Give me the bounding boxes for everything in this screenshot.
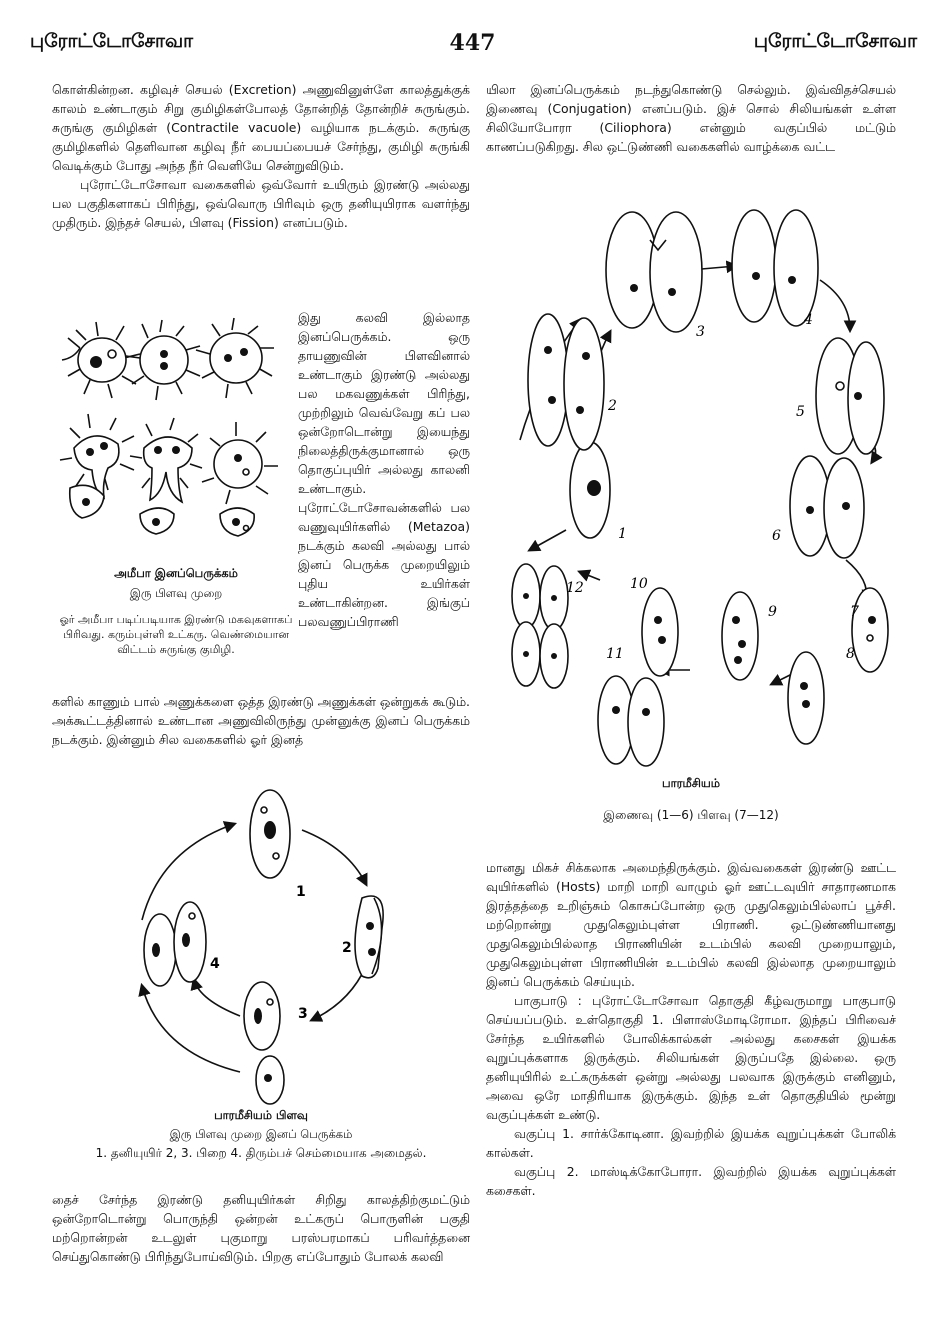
figure-label: 3	[696, 324, 705, 340]
figure-title: அமீபா இனப்பெருக்கம்	[114, 566, 238, 580]
paragraph: மானது மிகச் சிக்கலாக அமைந்திருக்கும். இவ்வகைகள் இரண்டு ஊட்ட வுயிர்களில் (Hosts) மாறி மாறி வாழும் ஓர் ஊட்டவுயிர் சாதாரணமாக இரத்தத்தை உறிஞ்சும் கொசுப்போன்ற ஒரு முதுகெலும்பில்லாப் பூச்சி. மற்றொன்று முதுகெலும்புள்ள பிராணி. ஒட்டுண்ணியானது முதுகெலும்பில்லாத பிராணியின் உடம்பில் கலவி முறையாலும், முதுகெலும்புள்ள பிராணியின் உடம்பில் கலவி இல்லாத முறையாலும் இனப் பெருக்கம் செய்யும்.	[486, 860, 896, 989]
paramecium-fission-caption	[52, 1108, 470, 1161]
amoeba-stage-2	[126, 320, 200, 400]
amoeba-stage-6	[202, 422, 278, 536]
cycle-stage-4	[732, 210, 818, 328]
paragraph: வகுப்பு 1. சார்க்கோடினா. இவற்றில் இயக்க வுறுப்புக்கள் போலிக் கால்கள்.	[486, 1126, 896, 1160]
left-column-bottom	[52, 1190, 470, 1266]
figure-label: 11	[606, 646, 624, 662]
figure-subtitle: இரு பிளவு முறை	[129, 586, 223, 600]
cycle-stage-10	[630, 576, 678, 676]
figure-label: 1	[618, 526, 627, 542]
figure-label: 2	[608, 398, 617, 414]
cycle-stage-9	[722, 592, 777, 680]
figure-title: பாரமீசியம்	[662, 776, 720, 790]
figure-label: 8	[846, 646, 855, 662]
figure-label: 4	[210, 956, 220, 972]
right-column-top	[486, 80, 896, 156]
paragraph: தைச் சேர்ந்த இரண்டு தனியுயிர்கள் சிறிது காலத்திற்குமட்டும் ஒன்றோடொன்று பொருந்தி ஒன்றன் உட்கருப் பொருளின் பகுதி மற்றொன்றன் உடலுள் புகுமாறு பரஸ்பரமாகப் பரிவர்த்தனை செய்துகொண்டு பிரிந்துபோய்விடும். பிறகு எப்போதும் போலக் கலவி	[52, 1192, 470, 1264]
cycle-stage-2	[528, 314, 617, 450]
cycle-stage-8	[788, 646, 855, 744]
paragraph: யிலா இனப்பெருக்கம் நடந்துகொண்டு செல்லும். இவ்விதச்செயல் இணைவு (Conjugation) எனப்படும். இச் சொல் சிலியங்கள் உள்ள சிலியோபோரா (Ciliophora) என்னும் வகுப்பில் மட்டும் காணப்படுகிறது. சில ஒட்டுண்ணி வகைகளில் வாழ்க்கை வட்ட	[486, 82, 896, 154]
paramecium-cycle-illustration	[500, 200, 900, 770]
cycle-stage-7	[850, 588, 888, 672]
cycle-stage-5	[796, 338, 884, 454]
figure-label: 3	[298, 1006, 308, 1022]
running-header-right: புரோட்டோசோவா	[753, 30, 917, 52]
amoeba-stage-1	[62, 322, 140, 398]
figure-caption-text: 1. தனியுயிர் 2, 3. பிறை 4. திரும்பச் செம்மையாக அமைதல்.	[95, 1146, 427, 1160]
cycle-stage-12	[512, 564, 584, 688]
paramecium-fission-illustration	[130, 790, 420, 1108]
figure-caption-text: இணைவு (1—6) பிளவு (7—12)	[603, 808, 779, 822]
amoeba-figure-caption	[52, 566, 300, 657]
cycle-stage-3	[606, 212, 705, 340]
paramecium-stage-2	[342, 896, 383, 978]
paragraph: புரோட்டோசோவா வகைகளில் ஒவ்வோர் உயிரும் இரண்டு அல்லது பல பகுதிகளாகப் பிரிந்து, ஒவ்வொரு பிரிவும் ஒரு தனியுயிராக வளர்ந்து முதிரும். இந்தச் செயல், பிளவு (Fission) எனப்படும்.	[52, 177, 470, 230]
figure-title: பாரமீசியம் பிளவு	[214, 1108, 308, 1122]
figure-label: 5	[796, 404, 805, 420]
figure-subtitle: இரு பிளவு முறை இனப் பெருக்கம்	[169, 1127, 353, 1141]
paragraph: களில் காணும் பால் அணுக்களை ஒத்த இரண்டு அணுக்கள் ஒன்றுகக் கூடும். அக்கூட்டத்தினால் உண்டான அணுவிலிருந்து முன்னுக்கு இனப் பெருக்கம் நடக்கும். இன்னும் சில வகைகளில் ஓர் இனத்	[52, 694, 470, 747]
figure-label: 9	[768, 604, 777, 620]
cycle-stage-6	[772, 456, 864, 558]
figure-label: 10	[630, 576, 648, 592]
figure-label: 2	[342, 940, 352, 956]
running-header-left: புரோட்டோசோவா	[30, 30, 194, 52]
paragraph: பாகுபாடு : புரோட்டோசோவா தொகுதி கீழ்வருமாறு பாகுபாடு செய்யப்படும். உள்தொகுதி 1. பிளாஸ்மோடிரோமா. இந்தப் பிரிவைச் சேர்ந்த உயிர்களில் போலிக்கால்கள் அல்லது கசைகள் இயக்க வுறுப்புக்களாக இருக்கும். சிலியங்கள் இருப்பதே இல்லை. ஒரு தனியுயிரில் உட்கருக்கள் ஒன்று அல்லது பலவாக இருக்கும் எனினும், அவை ஒரே மாதிரியாக இருக்கும். இந்த உள் தொகுதியில் மூன்று வகுப்புக்கள் உண்டு.	[486, 993, 896, 1122]
amoeba-stage-5	[130, 418, 202, 534]
figure-label: 4	[804, 312, 813, 328]
figure-label: 1	[296, 884, 306, 900]
amoeba-fission-illustration	[60, 318, 285, 553]
page-number: 447	[449, 30, 496, 56]
figure-caption-text: ஓர் அமீபா படிப்படியாக இரண்டு மகவுகளாகப் பிரிவது. கரும்புள்ளி உட்கரு. வெண்மையான விட்டம் சுருங்கு குமிழி.	[59, 613, 293, 656]
figure-label: 12	[566, 580, 584, 596]
amoeba-stage-3	[196, 318, 274, 398]
amoeba-stage-4	[60, 414, 134, 518]
figure-label: 6	[772, 528, 781, 544]
paragraph: வகுப்பு 2. மாஸ்டிக்கோபோரா. இவற்றில் இயக்க வுறுப்புக்கள் கசைகள்.	[486, 1164, 896, 1198]
paragraph: கொள்கின்றன. கழிவுச் செயல் (Excretion) அணுவினுள்ளே காலத்துக்குக் காலம் உண்டாகும் சிறு குமிழிகள்போலத் தோன்றித் தோன்றிச் சுருங்கும். சுருங்கு குமிழிகள் (Contractile vacuole) வழியாக நடக்கும். சுருங்கு குமிழிகளில் தெளிவான கழிவு நீர் பையப்பையச் சேர்ந்து, குமிழி சுருங்கி வெடிக்கும் போது அந்த நீர் வெளியே சென்றுவிடும்.	[52, 82, 470, 173]
paramecium-stage-1	[250, 790, 306, 900]
cycle-stage-1	[570, 442, 627, 542]
left-column-middle	[52, 692, 470, 749]
figure-label: 7	[850, 604, 859, 620]
paramecium-cycle-caption	[486, 776, 896, 824]
left-column-side-text	[298, 308, 470, 631]
left-column-top	[52, 80, 470, 232]
paramecium-stage-3	[244, 982, 308, 1104]
right-column-bottom	[486, 858, 896, 1200]
paragraph: இது கலவி இல்லாத இனப்பெருக்கம். ஒரு தாயணுவின் பிளவினால் உண்டாகும் இரண்டு அல்லது பல மகவணுக்கள் பிரிந்து, முற்றிலும் வெவ்வேறு கப் பல ஒன்றோடொன்று இயைந்து நிலைத்திருக்குமானால் ஒரு தொகுப்புயிர் அல்லது காலனி உண்டாகும். புரோட்டோசோவன்களில் பல வணுவுயிர்களில் (Metazoa) நடக்கும் கலவி அல்லது பால் இனப் பெருக்க முறையிலும் புதிய உயிர்கள் உண்டாகின்றன. இங்குப் பலவணுப்பிராணி	[298, 310, 470, 629]
paramecium-stage-4	[144, 902, 220, 986]
